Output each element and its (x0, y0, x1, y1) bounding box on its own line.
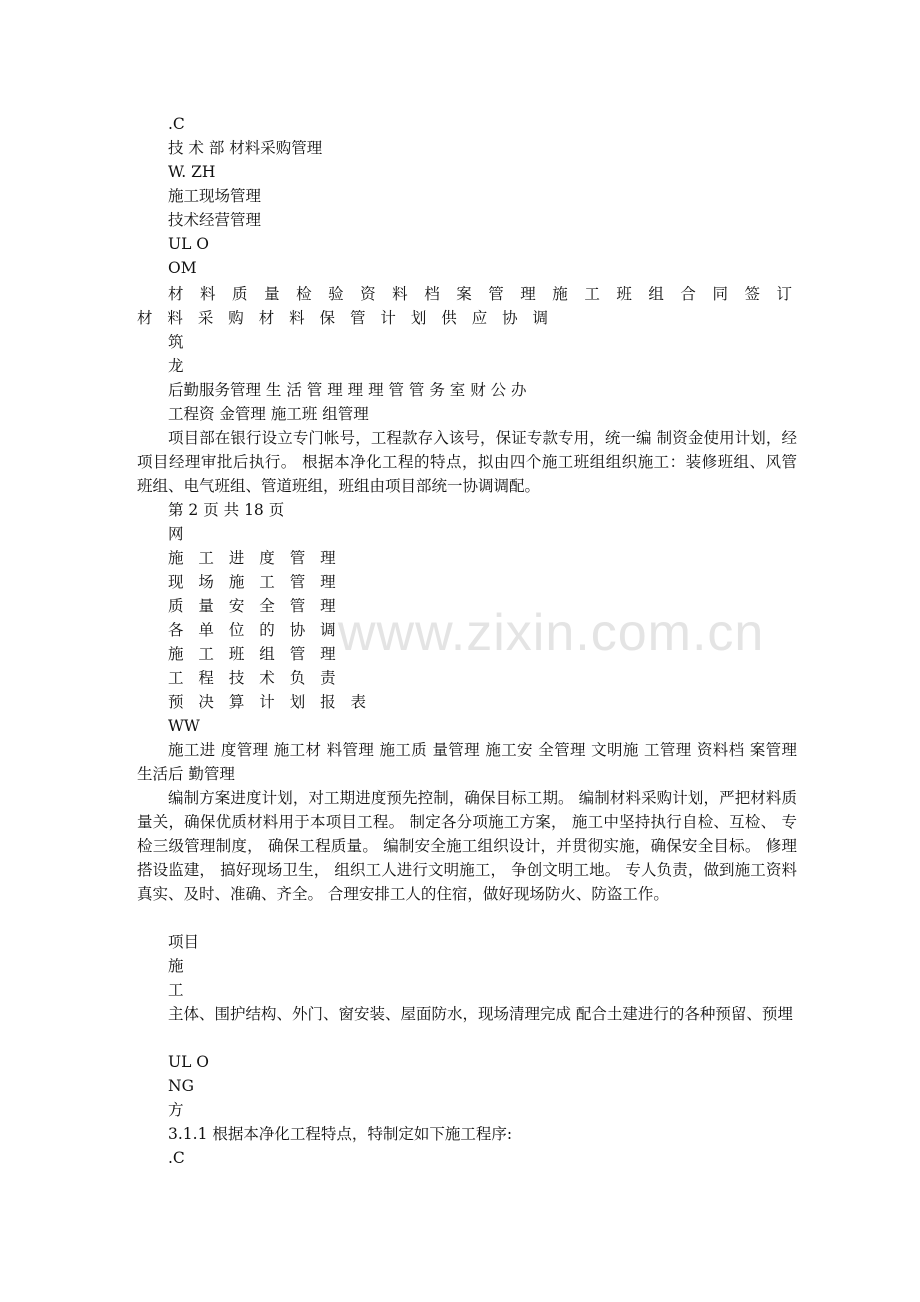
text-line: .C (168, 1149, 185, 1167)
text-line: 后勤服务管理 生 活 管 理 理 理 管 管 务 室 财 公 办 (168, 381, 527, 399)
text-line: 施 工 班 组 管 理 (168, 645, 341, 663)
text-line: 项目 (168, 933, 200, 951)
text-line: 工 程 技 术 负 责 (168, 669, 341, 687)
text-line: 筑 (168, 333, 184, 351)
paragraph: 材 料 质 量 检 验 资 料 档 案 管 理 施 工 班 组 合 同 签 订 材 料 采 购 材 料 保 管 计 划 供 应 协 调 (137, 285, 797, 327)
page-number: 第 2 页 共 18 页 (168, 501, 285, 519)
paragraph: 项目部在银行设立专门帐号，工程款存入该号，保证专款专用，统一编 制资金使用计划，经项目经理审批后执行。 根据本净化工程的特点，拟由四个施工班组组织施工：装修班组、风管 班组、电气班组、管道班组，班组由项目部统一协调调配。 (137, 429, 797, 495)
text-line: WW (168, 717, 200, 735)
text-line: 工 (168, 981, 184, 999)
text-line: 技 术 部 材料采购管理 (168, 139, 323, 157)
text-line: UL O (168, 1053, 209, 1071)
text-line: 龙 (168, 357, 184, 375)
text-line: .C (168, 115, 185, 133)
text-line: 施 (168, 957, 184, 975)
text-line: NG (168, 1077, 194, 1095)
paragraph: 主体、围护结构、外门、窗安装、屋面防水，现场清理完成 配合土建进行的各种预留、预埋 (168, 1005, 793, 1023)
text-line: W. ZH (168, 163, 216, 181)
text-line: 预 决 算 计 划 报 表 (168, 693, 372, 711)
text-line: 网 (168, 525, 184, 543)
paragraph: 施工进 度管理 施工材 料管理 施工质 量管理 施工安 全管理 文明施 工管理 资料档 案管理 生活后 勤管理 (137, 741, 797, 783)
text-line: 各 单 位 的 协 调 (168, 621, 341, 639)
text-line: 施工现场管理 (168, 187, 262, 205)
watermark: www.zixin.com.cn (338, 604, 765, 662)
section-heading: 3.1.1 根据本净化工程特点，特制定如下施工程序: (168, 1125, 513, 1143)
text-line: 现 场 施 工 管 理 (168, 573, 341, 591)
text-line: 工程资 金管理 施工班 组管理 (168, 405, 369, 423)
text-line: 方 (168, 1101, 184, 1119)
text-line: UL O (168, 235, 209, 253)
text-line: 质 量 安 全 管 理 (168, 597, 341, 615)
text-line: 技术经营管理 (168, 211, 262, 229)
paragraph: 编制方案进度计划，对工期进度预先控制，确保目标工期。 编制材料采购计划，严把材料质量关，确保优质材料用于本项目工程。 制定各分项施工方案， 施工中坚持执行自检、互检、 专检三级管理制度， 确保工程质量。 编制安全施工组织设计，并贯彻实施，确保安全目标。 修理搭设监建， 搞好现场卫生， 组织工人进行文明施工， 争创文明工地。 专人负责，做到施工资料真实、及时、准确、齐全。 合理安排工人的住宿，做好现场防火、防盗工作。 (137, 789, 797, 903)
text-line: 施 工 进 度 管 理 (168, 549, 341, 567)
text-line: OM (168, 259, 197, 277)
